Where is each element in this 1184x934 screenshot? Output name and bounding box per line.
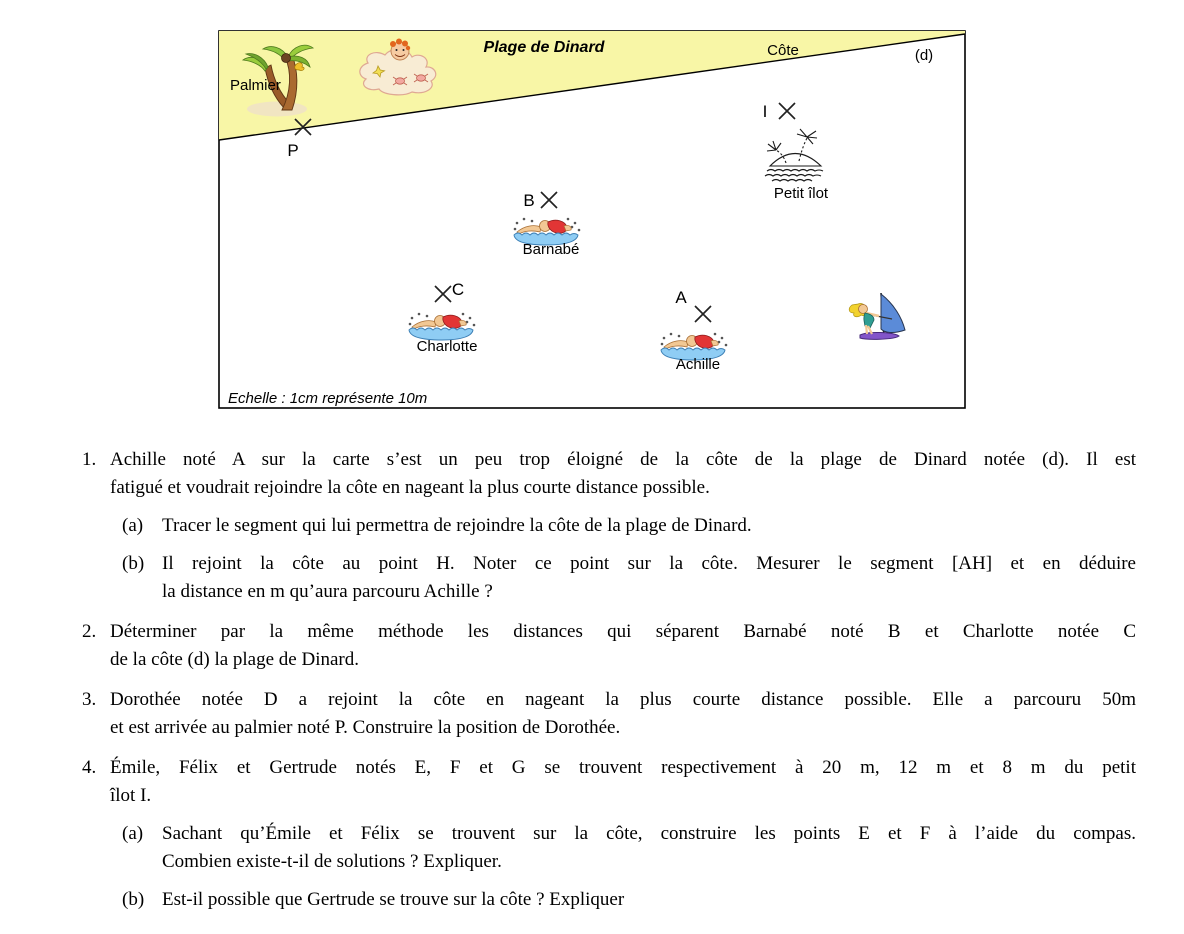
subproblem-label: (a): [122, 515, 144, 536]
swimmer-c-label: Charlotte: [416, 338, 478, 355]
problem-text-line: de la côte (d) la plage de Dinard.: [110, 649, 359, 670]
coast-label: Côte: [767, 42, 799, 59]
point-label-C: C: [451, 280, 465, 299]
islet-label: Petit îlot: [773, 185, 829, 202]
subproblem-label: (a): [122, 823, 144, 844]
problem-number: 2.: [82, 621, 97, 642]
problem-text-line: Combien existe-t-il de solutions ? Expliquer.: [162, 851, 502, 872]
point-label-P: P: [287, 141, 299, 160]
line-d-label: (d): [914, 47, 934, 64]
beach-map-figure: [218, 30, 966, 409]
scale-note: Echelle : 1cm représente 10m: [228, 390, 428, 407]
problem-4b: [110, 886, 1136, 914]
problem-text-line: Émile, Félix et Gertrude notés E, F et G se trouvent respectivement à 20 m, 12 m et 8 m du petit: [110, 757, 1136, 778]
problem-number: 1.: [82, 449, 97, 470]
subproblem-label: (b): [122, 889, 145, 910]
point-label-A: A: [675, 288, 687, 307]
problem-4a: [110, 820, 1136, 876]
problem-number: 3.: [82, 689, 97, 710]
swimmer-a-label: Achille: [675, 356, 721, 373]
problem-text-line: fatigué et voudrait rejoindre la côte en nageant la plus courte distance possible.: [110, 477, 710, 498]
problem-text-line: Achille noté A sur la carte s’est un peu trop éloigné de la côte de la plage de Dinard notée (d). Il est: [110, 449, 1136, 470]
palm-label: Palmier: [230, 77, 281, 94]
problem-text-line: Est-il possible que Gertrude se trouve sur la côte ? Expliquer: [162, 889, 625, 910]
problem-text-line: la distance en m qu’aura parcouru Achille ?: [162, 581, 493, 602]
problem-3: [82, 686, 1136, 742]
problem-text-line: Tracer le segment qui lui permettra de rejoindre la côte de la plage de Dinard.: [162, 515, 752, 536]
problem-1: [82, 446, 1136, 606]
problem-1b: [110, 550, 1136, 606]
problem-text-line: îlot I.: [110, 785, 152, 806]
subproblem-label: (b): [122, 553, 145, 574]
problem-text-line: Sachant qu’Émile et Félix se trouvent sur la côte, construire les points E et F à l’aide du compas.: [162, 823, 1136, 844]
point-label-B: B: [523, 191, 535, 210]
problem-number: 4.: [82, 757, 97, 778]
problem-text-line: Dorothée notée D a rejoint la côte en nageant la plus courte distance possible. Elle a parcouru 50m: [110, 689, 1136, 710]
figure-title: Plage de Dinard: [483, 39, 605, 56]
problem-text-line: Déterminer par la même méthode les distances qui séparent Barnabé noté B et Charlotte notée C: [110, 621, 1136, 642]
problem-2: [82, 618, 1136, 674]
problem-text-line: et est arrivée au palmier noté P. Construire la position de Dorothée.: [110, 717, 621, 738]
problem-4: [82, 754, 1136, 914]
swimmer-b-label: Barnabé: [522, 241, 580, 258]
problem-text-line: Il rejoint la côte au point H. Noter ce point sur la côte. Mesurer le segment [AH] et en déduire: [162, 553, 1136, 574]
problem-1a: [110, 512, 1136, 540]
beach-map-svg: [218, 30, 966, 409]
problem-list: [82, 446, 1136, 914]
point-label-I: I: [762, 102, 768, 121]
